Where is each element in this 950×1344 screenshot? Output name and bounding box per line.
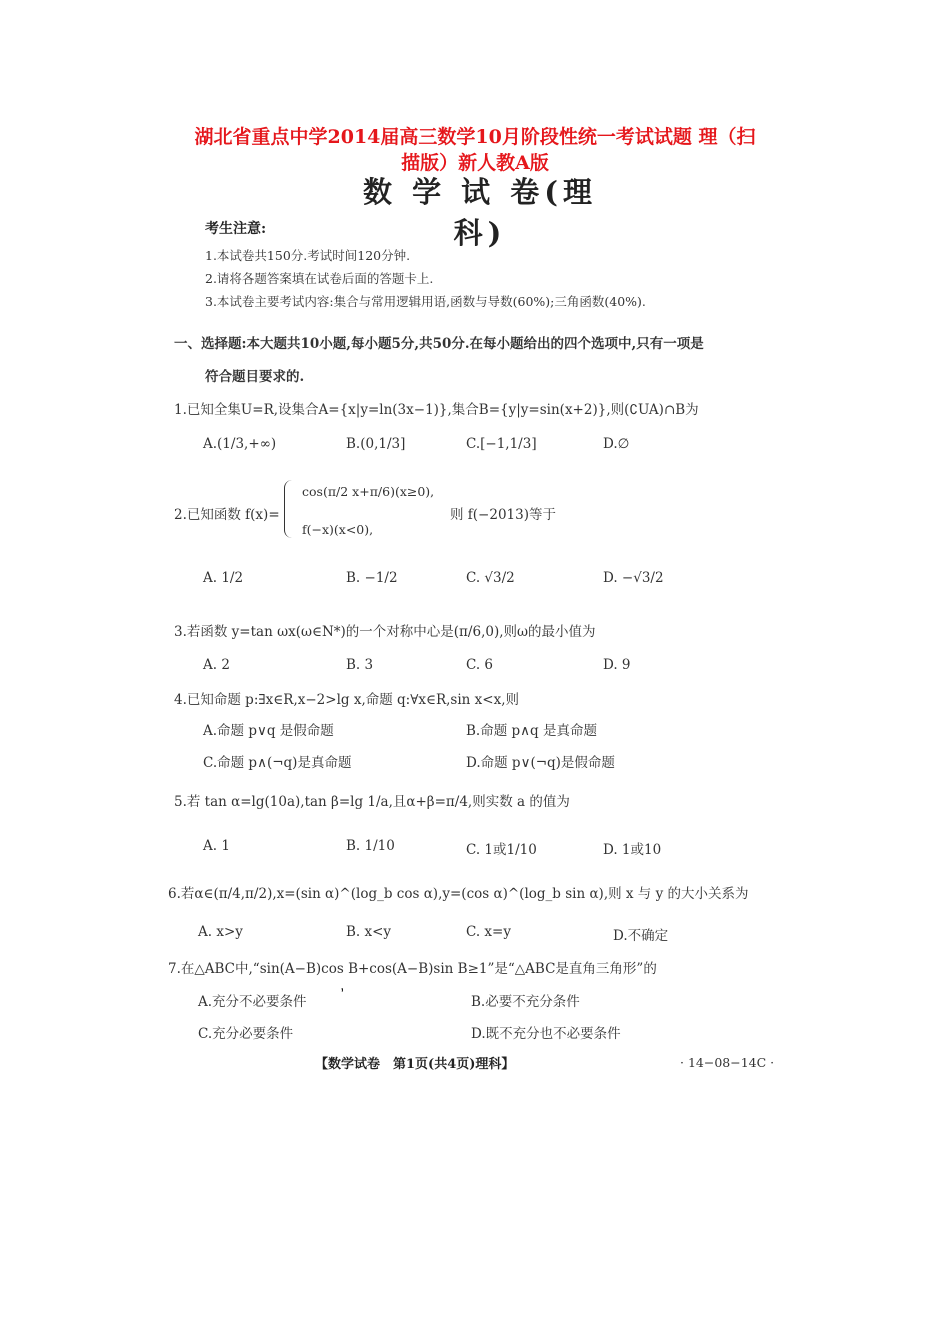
title-line-1: 湖北省重点中学2014届高三数学10月阶段性统一考试试题 理（扫 [194,126,756,148]
stray-pen-mark: ’ [338,985,350,1003]
notice-item-2: 2.请将各题答案填在试卷后面的答题卡上. [205,271,434,286]
q1-option-b: B.(0,1/3] [346,436,406,452]
q3-option-c: C. 6 [466,657,494,673]
scanned-exam-page [160,170,800,1090]
q2-option-a: A. 1/2 [203,570,244,586]
q5-option-c: C. 1或1/10 [466,842,537,858]
q7-option-a: A.充分不必要条件 [198,994,307,1010]
q3-option-a: A. 2 [203,657,230,673]
notice-item-1: 1.本试卷共150分.考试时间120分钟. [205,248,411,263]
q2-option-c: C. √3/2 [466,570,515,586]
q7-option-d: D.既不充分也不必要条件 [471,1026,621,1042]
q7-stem: 7.在△ABC中,“sin(A−B)cos B+cos(A−B)sin B≥1”是“△ABC是直角三角形”的 [168,961,657,977]
q2-lead: 2.已知函数 f(x)= [174,507,280,523]
q4-option-b: B.命题 p∧q 是真命题 [466,723,597,739]
q2-tail: 则 f(−2013)等于 [450,507,556,523]
q6-option-c: C. x=y [466,924,511,940]
q1-option-a: A.(1/3,+∞) [203,436,277,452]
q2-case-2: f(−x)(x<0), [302,522,374,537]
q4-stem: 4.已知命题 p:∃x∈R,x−2>lg x,命题 q:∀x∈R,sin x<x,则 [174,692,519,708]
q1-option-d: D.∅ [603,436,630,452]
q6-option-b: B. x<y [346,924,392,940]
piecewise-brace [284,480,293,538]
q6-option-a: A. x>y [198,924,243,940]
q3-stem: 3.若函数 y=tan ωx(ω∈N*)的一个对称中心是(π/6,0),则ω的最小值为 [174,624,596,640]
q5-stem: 5.若 tan α=lg(10a),tan β=lg 1/a,且α+β=π/4,则实数 a 的值为 [174,794,570,810]
q2-option-b: B. −1/2 [346,570,398,586]
q3-option-b: B. 3 [346,657,374,673]
q3-option-d: D. 9 [603,657,631,673]
q2-case-1: cos(π/2 x+π/6)(x≥0), [302,484,435,499]
q5-option-d: D. 1或10 [603,842,662,858]
section-instruction-line-1: 一、选择题:本大题共10小题,每小题5分,共50分.在每小题给出的四个选项中,只有一项是 [174,336,704,352]
q6-stem: 6.若α∈(π/4,π/2),x=(sin α)^(log_b cos α),y=(cos α)^(log_b sin α),则 x 与 y 的大小关系为 [168,886,749,902]
notice-item-3: 3.本试卷主要考试内容:集合与常用逻辑用语,函数与导数(60%);三角函数(40%). [205,294,646,309]
notice-heading: 考生注意: [205,221,267,237]
q5-option-b: B. 1/10 [346,838,395,854]
q7-option-c: C.充分必要条件 [198,1026,294,1042]
document-title [130,124,820,176]
title-line-2: 描版）新人教A版 [401,152,549,174]
q2-option-d: D. −√3/2 [603,570,664,586]
q4-option-d: D.命题 p∨(¬q)是假命题 [466,755,615,771]
q1-stem: 1.已知全集U=R,设集合A={x|y=ln(3x−1)},集合B={y|y=sin(x+2)},则(∁UA)∩B为 [174,402,699,418]
footer-page-info: 【数学试卷 第1页(共4页)理科】 [315,1057,515,1072]
q7-option-b: B.必要不充分条件 [471,994,580,1010]
q4-option-c: C.命题 p∧(¬q)是真命题 [203,755,352,771]
q5-option-a: A. 1 [203,838,230,854]
q4-option-a: A.命题 p∨q 是假命题 [203,723,334,739]
section-instruction-line-2: 符合题目要求的. [205,369,305,385]
q6-option-d: D.不确定 [613,928,669,944]
footer-code: · 14−08−14C · [680,1055,775,1070]
q1-option-c: C.[−1,1/3] [466,436,537,452]
exam-title: 数 学 试 卷(理科) [362,175,597,250]
